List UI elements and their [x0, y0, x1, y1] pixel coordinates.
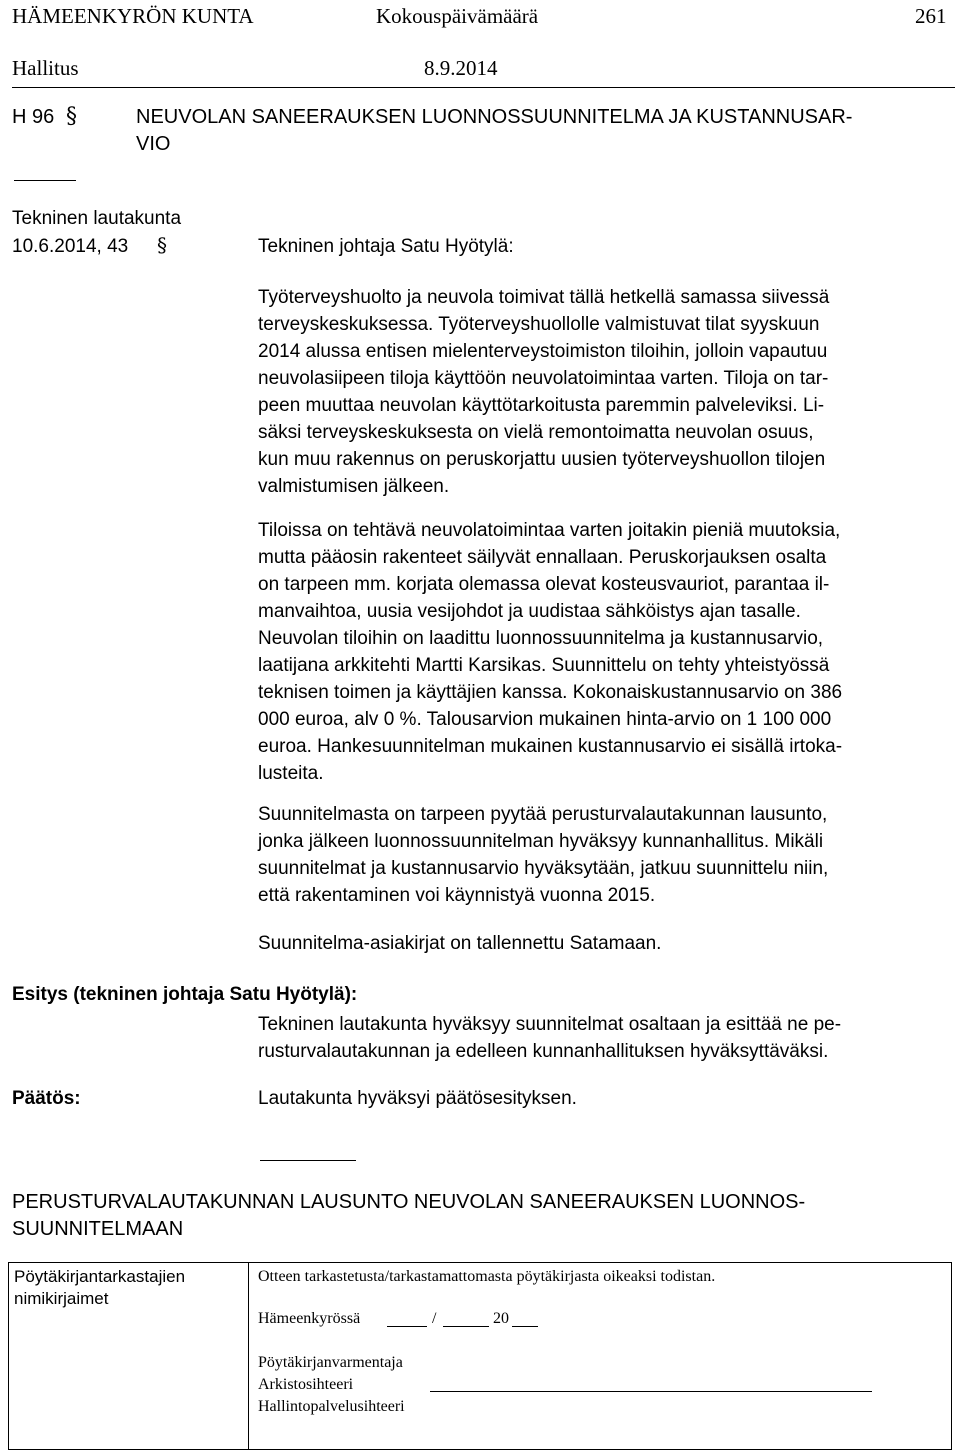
certification-text: Otteen tarkastetusta/tarkastamattomasta pöytäkirjasta oikeaksi todistan. [258, 1268, 716, 1285]
paragraph-line: kun muu rakennus on peruskorjattu uusien työterveyshuollon tilojen [258, 449, 826, 470]
paragraph-line: teknisen toimen ja käyttäjien kanssa. Kokonaiskustannusarvio on 386 [258, 682, 843, 703]
header-rule [12, 87, 955, 88]
paragraph-line: Suunnitelmasta on tarpeen pyytää perusturvalautakunnan lausunto, [258, 804, 828, 825]
separator-line [14, 180, 76, 181]
paragraph-3 [258, 801, 958, 909]
decision-text: Lautakunta hyväksyi päätösesityksen. [258, 1088, 577, 1109]
page-number: 261 [915, 4, 947, 28]
verifier-label: Pöytäkirjanvarmentaja [258, 1354, 403, 1371]
paragraph-line: Tiloissa on tehtävä neuvolatoimintaa varten joitakin pieniä muutoksia, [258, 520, 841, 541]
paragraph-line: 000 euroa, alv 0 %. Talousarvion mukainen hinta-arvio on 1 100 000 [258, 709, 832, 730]
paragraph-line: valmistumisen jälkeen. [258, 476, 450, 497]
meeting-date: 8.9.2014 [424, 56, 498, 80]
paragraph-line: mutta pääosin rakenteet säilyvät ennallaan. Peruskorjauksen osalta [258, 547, 827, 568]
paragraph-2 [258, 517, 958, 787]
meeting-body: Hallitus [12, 56, 79, 80]
paragraph-line: peen muuttaa neuvolan käyttötarkoitusta paremmin palveleviksi. Li- [258, 395, 825, 416]
paragraph-line: 2014 alussa entisen mielenterveystoimiston tiloihin, jolloin vapautuu [258, 341, 828, 362]
paragraph-line: neuvolasiipeen tiloja käyttöön neuvolatoimintaa varten. Tiloja on tar- [258, 368, 829, 389]
paragraph-line: säksi terveyskeskuksesta on vielä remontoimatta neuvolan osuus, [258, 422, 814, 443]
paragraph-line: laatijana arkkitehti Martti Karsikas. Suunnittelu on tehty yhteistyössä [258, 655, 830, 676]
next-section-title-line2: SUUNNITELMAAN [12, 1218, 184, 1240]
paragraph-line: rusturvalautakunnan ja edelleen kunnanhallituksen hyväksyttäväksi. [258, 1041, 829, 1062]
next-section-title-line1: PERUSTURVALAUTAKUNNAN LAUSUNTO NEUVOLAN SANEERAUKSEN LUONNOS- [12, 1191, 806, 1213]
paragraph-line: jonka jälkeen luonnossuunnitelman hyväksyy kunnanhallitus. Mikäli [258, 831, 824, 852]
paragraph-1 [258, 284, 958, 500]
reviewers-initials-label [14, 1266, 185, 1310]
paragraph-4 [258, 930, 958, 957]
archive-secretary-label: Arkistosihteeri [258, 1376, 354, 1393]
history-section-symbol: § [157, 233, 167, 257]
place-label: Hämeenkyrössä [258, 1310, 361, 1327]
signature-line [430, 1391, 872, 1392]
signature-box-divider [248, 1262, 249, 1450]
paragraph-line: että rakentaminen voi käynnistyä vuonna 2015. [258, 885, 656, 906]
history-presenter: Tekninen johtaja Satu Hyötylä: [258, 236, 514, 257]
paragraph-line: suunnitelmat ja kustannusarvio hyväksytään, jatkuu suunnittelu niin, [258, 858, 829, 879]
admin-secretary-label: Hallintopalvelusihteeri [258, 1398, 405, 1415]
separator-line [260, 1160, 356, 1161]
paragraph-line: Tekninen lautakunta hyväksyy suunnitelmat osaltaan ja esittää ne pe- [258, 1014, 842, 1035]
proposal-text [258, 1011, 958, 1065]
month-blank-line [443, 1326, 489, 1327]
reviewers-label-line: nimikirjaimet [14, 1289, 109, 1308]
history-committee: Tekninen lautakunta [12, 208, 182, 229]
paragraph-line: Työterveyshuolto ja neuvola toimivat tällä hetkellä samassa siivessä [258, 287, 830, 308]
date-separator: / [432, 1310, 437, 1327]
day-blank-line [387, 1326, 427, 1327]
paragraph-line: lusteita. [258, 763, 324, 784]
item-title-line1: NEUVOLAN SANEERAUKSEN LUONNOSSUUNNITELMA JA KUSTANNUSAR- [136, 106, 853, 128]
item-number: H 96 [12, 106, 55, 128]
history-meeting: 10.6.2014, 43 [12, 236, 129, 257]
proposal-heading: Esitys (tekninen johtaja Satu Hyötylä): [12, 984, 358, 1005]
decision-label: Päätös: [12, 1088, 81, 1109]
item-title-line2: VIO [136, 133, 171, 155]
reviewers-label-line: Pöytäkirjantarkastajien [14, 1267, 186, 1286]
paragraph-line: terveyskeskuksessa. Työterveyshuollolle valmistuvat tilat syyskuun [258, 314, 820, 335]
paragraph-line: euroa. Hankesuunnitelman mukainen kustannusarvio ei sisällä irtoka- [258, 736, 843, 757]
document-type: Kokouspäivämäärä [376, 4, 539, 28]
year-prefix: 20 [493, 1310, 509, 1327]
paragraph-line: Suunnitelma-asiakirjat on tallennettu Satamaan. [258, 933, 662, 954]
section-symbol: § [66, 104, 77, 129]
municipality-name: HÄMEENKYRÖN KUNTA [12, 4, 254, 28]
year-blank-line [512, 1326, 538, 1327]
paragraph-line: on tarpeen mm. korjata olemassa olevat kosteusvauriot, parantaa il- [258, 574, 830, 595]
paragraph-line: manvaihtoa, uusia vesijohdot ja uudistaa sähköistys ajan tasalle. [258, 601, 801, 622]
paragraph-line: Neuvolan tiloihin on laadittu luonnossuunnitelma ja kustannusarvio, [258, 628, 824, 649]
